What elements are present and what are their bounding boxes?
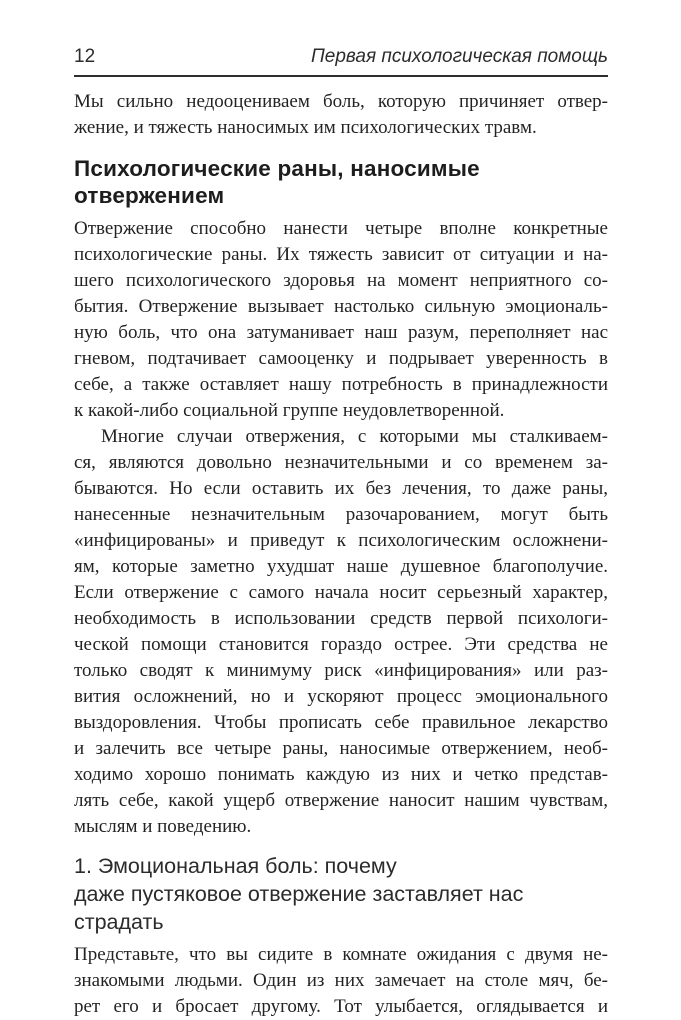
text-line: жение, и тяжесть наносимых им психологических травм. bbox=[74, 117, 537, 138]
text-line: нанесенные незначительным разочарованием, могут быть bbox=[74, 504, 608, 525]
text-line: себе, а также оставляет нашу потребность в принадлежности bbox=[74, 374, 608, 395]
text-line: рет его и бросает другому. Тот улыбается, оглядывается и bbox=[74, 996, 608, 1017]
text-line: знакомыми людьми. Один из них замечает на столе мяч, бе- bbox=[74, 970, 608, 991]
text-line: и залечить все четыре раны, наносимые отвержением, необ- bbox=[74, 738, 608, 759]
text-line: необходимость в использовании средств первой психологи- bbox=[74, 608, 608, 629]
text-line: Мы сильно недооцениваем боль, которую причиняет отвер- bbox=[74, 91, 608, 112]
text-line: к какой-либо социальной группе неудовлетворенной. bbox=[74, 400, 505, 421]
text-line: ходимо хорошо понимать каждую из них и четко представ- bbox=[74, 764, 608, 785]
text-line: Отвержение способно нанести четыре вполне конкретные bbox=[74, 218, 608, 239]
header-rule bbox=[74, 75, 608, 77]
text-line: лять себе, какой ущерб отвержение наносит нашим чувствам, bbox=[74, 790, 608, 811]
text-line: ческой помощи становится гораздо острее. Эти средства не bbox=[74, 634, 608, 655]
text-line: Представьте, что вы сидите в комнате ожидания с двумя не- bbox=[74, 944, 608, 965]
intro-paragraph bbox=[74, 89, 608, 141]
page-number: 12 bbox=[74, 46, 96, 67]
text-line: ям, которые заметно ухудшат наше душевное благополучие. bbox=[74, 556, 608, 577]
text-line: бываются. Но если оставить их без лечения, то даже раны, bbox=[74, 478, 608, 499]
text-line: ся, являются довольно незначительными и со временем за- bbox=[74, 452, 608, 473]
text-line: «инфицированы» и приведут к психологическим осложнени- bbox=[74, 530, 608, 551]
text-line: шего психологического здоровья на момент неприятного со- bbox=[74, 270, 608, 291]
running-head: Первая психологическая помощь bbox=[310, 46, 608, 67]
paragraph-waiting-room bbox=[74, 942, 608, 1020]
text-line: мыслям и поведению. bbox=[74, 816, 252, 837]
paragraph-rejection-wounds bbox=[74, 216, 608, 424]
text-line: выздоровления. Чтобы прописать себе правильное лекарство bbox=[74, 712, 608, 733]
text-line: Если отвержение с самого начала носит серьезный характер, bbox=[74, 582, 608, 603]
section-heading: Психологические раны, наносимые отвержением bbox=[74, 156, 480, 208]
page-header bbox=[74, 46, 608, 68]
text-line: психологические раны. Их тяжесть зависит от ситуации и на- bbox=[74, 244, 608, 265]
text-line: Многие случаи отвержения, с которыми мы сталкиваем- bbox=[101, 426, 608, 447]
subsection-heading-line-1: 1. Эмоциональная боль: почему bbox=[74, 854, 397, 878]
paragraph-treatment bbox=[74, 424, 608, 840]
text-line: ную боль, что она затуманивает наш разум, переполняет нас bbox=[74, 322, 608, 343]
subsection-heading-line-2: даже пустяковое отвержение заставляет нас страдать bbox=[74, 882, 524, 934]
text-line: бытия. Отвержение вызывает настолько сильную эмоциональ- bbox=[74, 296, 608, 317]
text-line: гневом, подтачивает самооценку и подрывает уверенность в bbox=[74, 348, 608, 369]
subsection-heading bbox=[74, 852, 608, 936]
text-line: вития осложнений, но и ускоряют процесс эмоционального bbox=[74, 686, 608, 707]
text-line: только сводят к минимуму риск «инфицирования» или раз- bbox=[74, 660, 608, 681]
